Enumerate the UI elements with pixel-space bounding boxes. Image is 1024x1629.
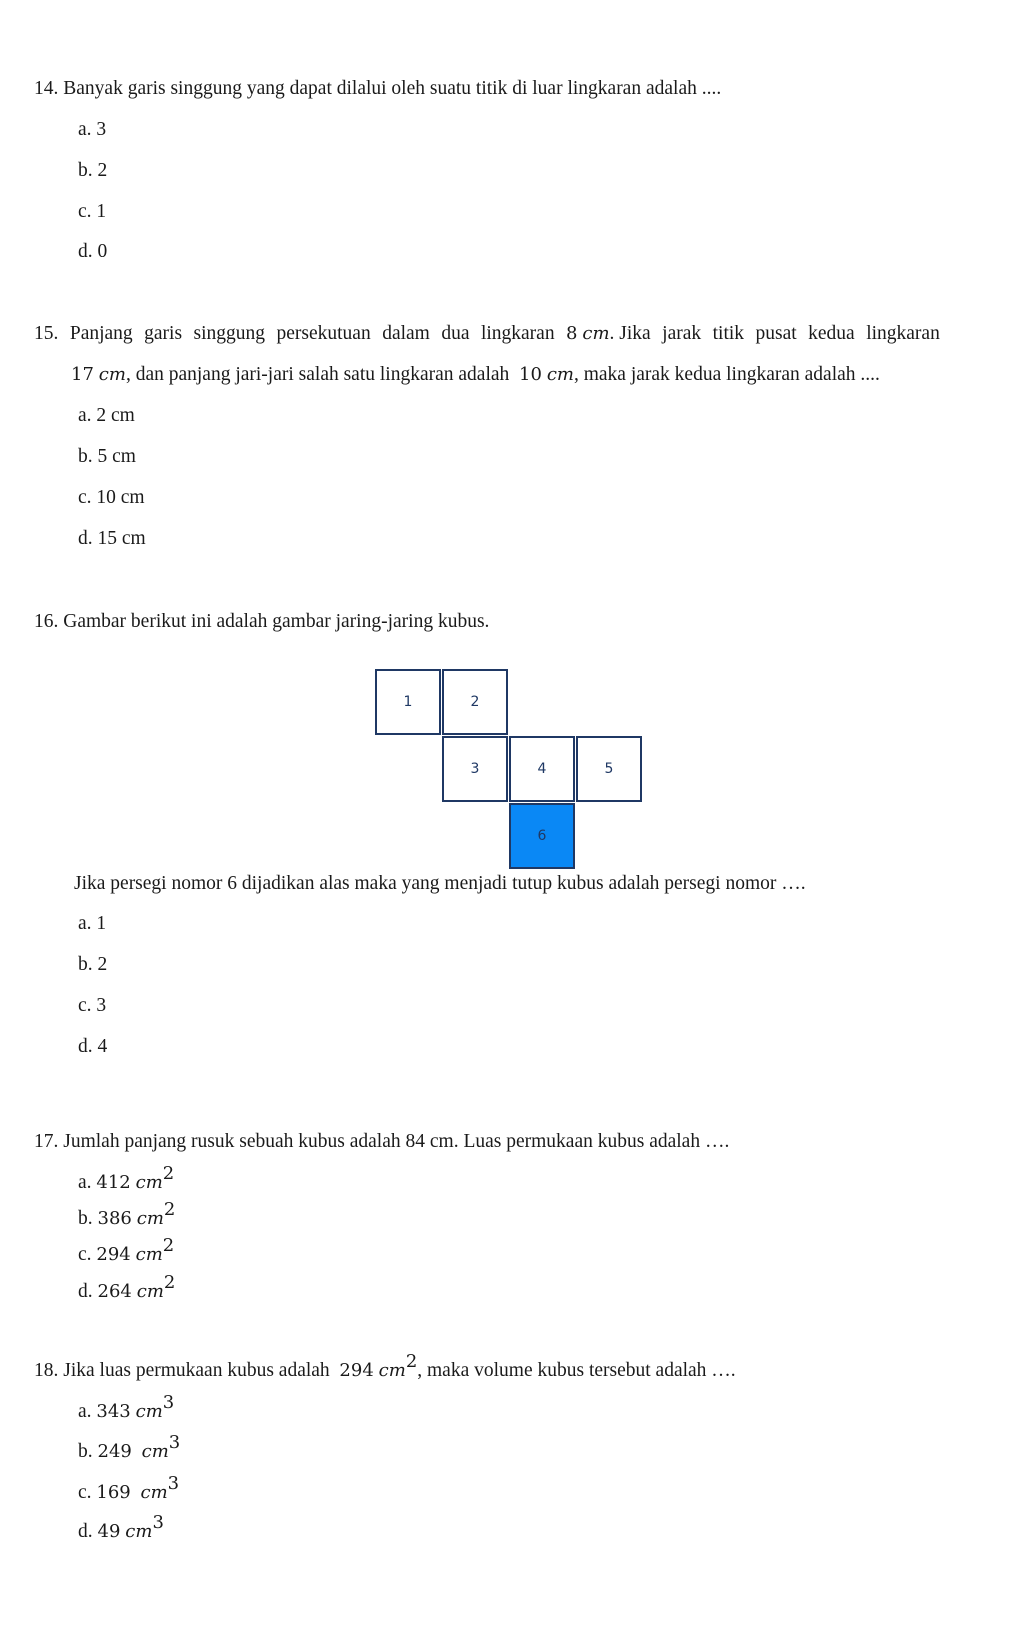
option-unit: cm <box>135 1401 163 1422</box>
q16-option-b: b. 2 <box>78 954 108 975</box>
option-letter: a. <box>78 1172 92 1193</box>
q15-word: Panjang <box>69 323 133 344</box>
option-value: 49 <box>97 1521 121 1542</box>
question-15-number: 15. <box>34 323 59 344</box>
q15-word: kedua <box>808 323 855 344</box>
q15-math-8cm <box>566 322 651 346</box>
question-16-text: Gambar berikut ini adalah gambar jaring-jaring kubus. <box>63 611 490 632</box>
option-letter: d. <box>78 1281 93 1302</box>
option-exponent: 2 <box>162 1163 175 1184</box>
net-square-1: 1 <box>375 669 441 735</box>
option-value: 249 <box>97 1441 132 1462</box>
question-14-number: 14. <box>34 78 59 99</box>
option-value: 294 <box>96 1244 131 1265</box>
q15-word: garis <box>144 323 183 344</box>
option-unit: cm <box>136 1281 164 1302</box>
question-14-text: Banyak garis singgung yang dapat dilalui oleh suatu titik di luar lingkaran adalah .... <box>63 78 722 99</box>
option-value: 264 <box>97 1281 132 1302</box>
q15-word: singgung <box>193 323 266 344</box>
question-18-value: 294 <box>339 1360 374 1381</box>
q15-value-17: 17 <box>71 364 94 385</box>
option-value: 343 <box>96 1401 131 1422</box>
q15-word: lingkaran <box>866 323 940 344</box>
q15-option-a: a. 2 cm <box>78 405 135 426</box>
cube-net-diagram <box>375 669 645 872</box>
option-exponent: 2 <box>163 1199 176 1220</box>
q17-option-a <box>78 1163 175 1195</box>
q18-option-a <box>78 1392 175 1424</box>
question-17-text: Jumlah panjang rusuk sebuah kubus adalah 84 cm. Luas permukaan kubus adalah …. <box>63 1131 730 1152</box>
option-exponent: 3 <box>167 1473 180 1494</box>
q15-word: lingkaran <box>480 323 555 344</box>
question-17 <box>34 1130 729 1154</box>
option-exponent: 3 <box>162 1392 175 1413</box>
q15-word: jarak <box>662 323 702 344</box>
option-unit: cm <box>125 1521 153 1542</box>
q14-option-d: d. 0 <box>78 241 108 262</box>
q15-word: pusat <box>755 323 797 344</box>
q15-word: . Jika <box>609 323 651 344</box>
q15-option-b: b. 5 cm <box>78 446 136 467</box>
option-letter: b. <box>78 1441 93 1462</box>
question-18-number: 18. <box>34 1360 59 1381</box>
question-16-prompt: Jika persegi nomor 6 dijadikan alas maka yang menjadi tutup kubus adalah persegi nomor …. <box>74 873 806 894</box>
q15-value-10: 10 <box>519 364 542 385</box>
option-unit: cm <box>140 1482 168 1503</box>
q15-word: titik <box>712 323 745 344</box>
option-value: 386 <box>97 1208 132 1229</box>
option-unit: cm <box>136 1208 164 1229</box>
question-16 <box>34 610 489 634</box>
option-letter: c. <box>78 1244 92 1265</box>
net-square-2: 2 <box>442 669 508 735</box>
option-unit: cm <box>141 1441 169 1462</box>
q16-option-a: a. 1 <box>78 913 107 934</box>
question-15-line-2 <box>71 363 880 387</box>
q16-option-d: d. 4 <box>78 1036 108 1057</box>
q18-option-b <box>78 1432 181 1464</box>
option-letter: c. <box>78 1482 92 1503</box>
option-letter: a. <box>78 1401 92 1422</box>
q16-option-c: c. 3 <box>78 995 107 1016</box>
question-15-line-1 <box>34 322 940 346</box>
q15-word: dalam <box>382 323 430 344</box>
option-letter: d. <box>78 1521 93 1542</box>
q15-line2-mid: , dan panjang jari-jari salah satu lingkaran adalah <box>125 364 510 385</box>
q15-option-d: d. 15 cm <box>78 528 146 549</box>
q15-unit: cm <box>546 364 574 385</box>
q15-option-c: c. 10 cm <box>78 487 145 508</box>
q15-unit: cm <box>582 323 610 344</box>
q18-option-c <box>78 1473 180 1505</box>
option-letter: b. <box>78 1208 93 1229</box>
question-16-number: 16. <box>34 611 59 632</box>
q17-option-d <box>78 1272 176 1304</box>
q14-option-b: b. 2 <box>78 160 108 181</box>
option-exponent: 3 <box>152 1512 164 1533</box>
option-exponent: 2 <box>163 1272 176 1293</box>
option-exponent: 2 <box>162 1235 175 1256</box>
question-14 <box>34 77 721 101</box>
option-unit: cm <box>135 1244 163 1265</box>
q17-option-c <box>78 1235 175 1267</box>
q15-line2-end: , maka jarak kedua lingkaran adalah .... <box>573 364 880 385</box>
option-unit: cm <box>135 1172 163 1193</box>
question-18-text-after: , maka volume kubus tersebut adalah …. <box>417 1360 736 1381</box>
q14-option-a: a. 3 <box>78 119 107 140</box>
q14-option-c: c. 1 <box>78 201 107 222</box>
question-18-unit: cm <box>378 1360 406 1381</box>
question-18-text-before: Jika luas permukaan kubus adalah <box>63 1360 330 1381</box>
q15-unit: cm <box>98 364 126 385</box>
q15-word: persekutuan <box>276 323 371 344</box>
option-value: 169 <box>96 1482 131 1503</box>
question-18 <box>34 1351 736 1383</box>
net-square-6-base: 6 <box>509 803 575 869</box>
net-square-5: 5 <box>576 736 642 802</box>
option-value: 412 <box>96 1172 131 1193</box>
q17-option-b <box>78 1199 176 1231</box>
net-square-3: 3 <box>442 736 508 802</box>
option-exponent: 3 <box>168 1432 181 1453</box>
question-17-number: 17. <box>34 1131 59 1152</box>
net-square-4: 4 <box>509 736 575 802</box>
q15-value-8: 8 <box>566 323 578 344</box>
question-18-exponent: 2 <box>405 1351 418 1372</box>
q18-option-d <box>78 1512 164 1544</box>
q15-word: dua <box>441 323 470 344</box>
